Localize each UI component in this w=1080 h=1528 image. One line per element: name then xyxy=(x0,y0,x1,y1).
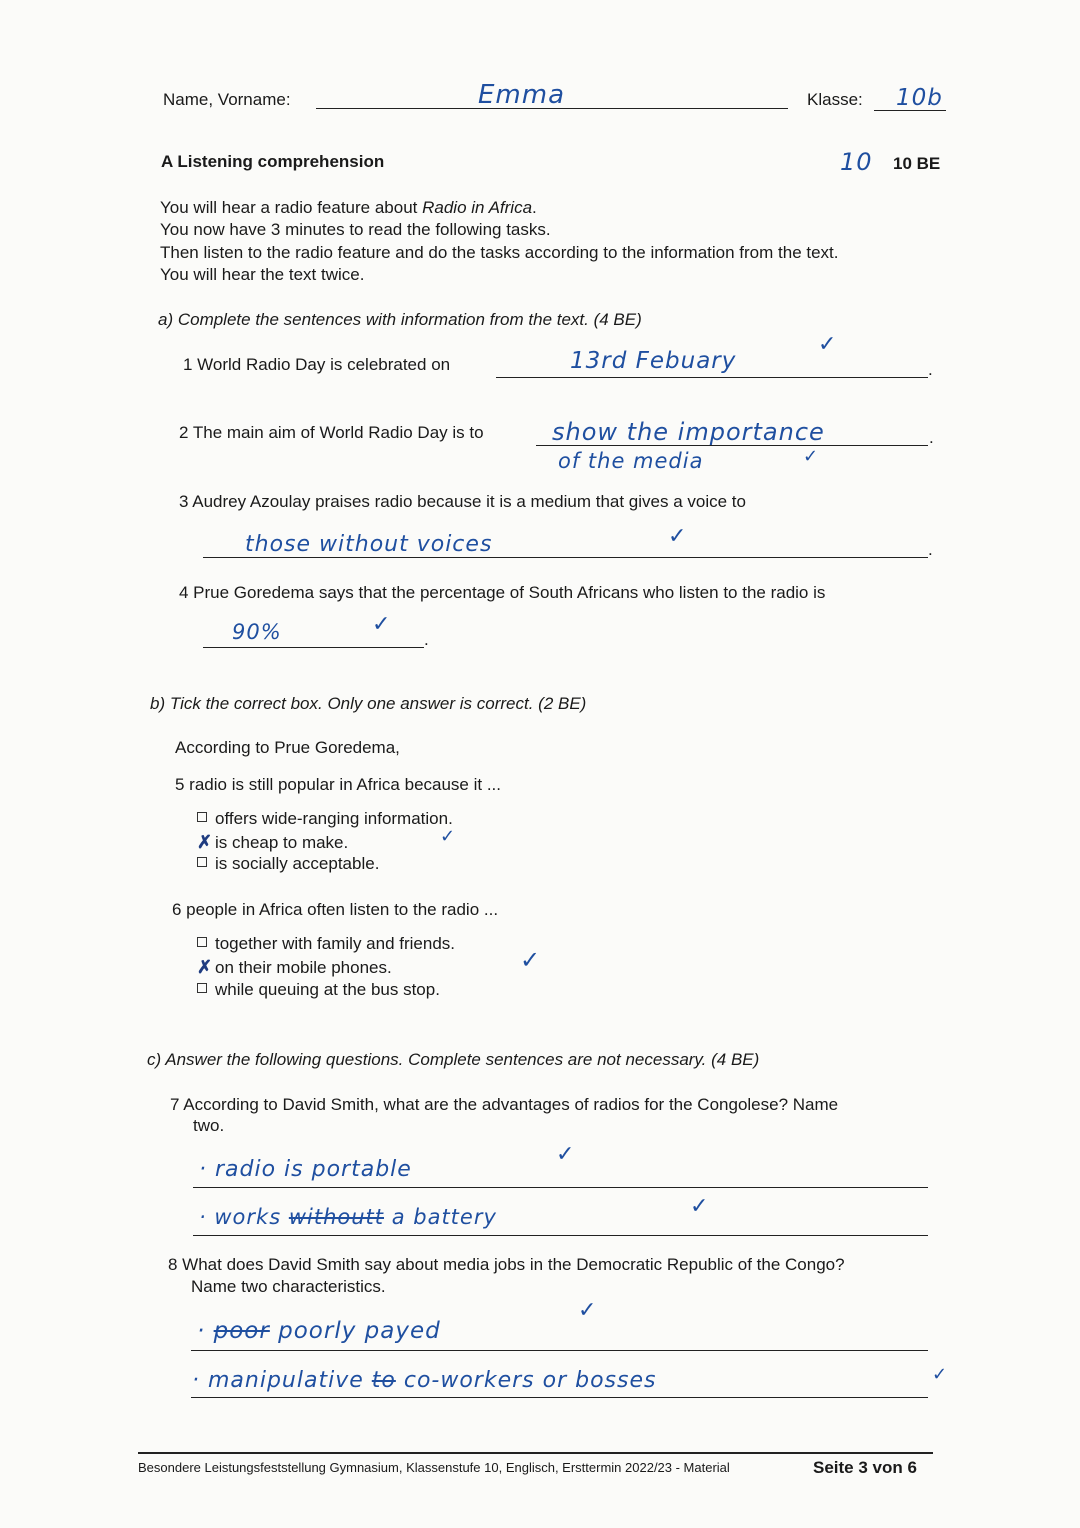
q6-option-1[interactable]: together with family and friends. xyxy=(197,934,455,957)
q6-option-3[interactable]: while queuing at the bus stop. xyxy=(197,980,440,1003)
q4-tick: ✓ xyxy=(372,612,391,637)
q7-tick-1: ✓ xyxy=(556,1142,575,1167)
q1-period: . xyxy=(928,360,933,379)
q3-period: . xyxy=(928,540,933,559)
checkbox[interactable] xyxy=(197,983,207,993)
q8-answer-line-1 xyxy=(191,1350,928,1351)
q4-period: . xyxy=(424,630,429,649)
name-label: Name, Vorname: xyxy=(163,90,291,109)
q8-tick-1: ✓ xyxy=(578,1298,597,1323)
q7-answer-2: · works withoutt a battery xyxy=(199,1205,497,1229)
intro-line-3: Then listen to the radio feature and do the tasks according to the information from the text. xyxy=(160,243,839,262)
q7-tick-2: ✓ xyxy=(690,1194,709,1219)
q5-text: 5 radio is still popular in Africa because it ... xyxy=(175,775,501,794)
intro-line-2: You now have 3 minutes to read the following tasks. xyxy=(160,220,551,239)
part-b-heading: b) Tick the correct box. Only one answer is correct. (2 BE) xyxy=(150,694,587,713)
score-total: 10 BE xyxy=(893,154,941,173)
q5-tick: ✓ xyxy=(440,826,456,847)
checkbox[interactable] xyxy=(197,812,207,822)
q8-line1: 8 What does David Smith say about media jobs in the Democratic Republic of the Congo? xyxy=(168,1255,845,1274)
q5-option-1[interactable]: offers wide-ranging information. xyxy=(197,809,453,832)
q1-text: 1 World Radio Day is celebrated on xyxy=(183,355,451,374)
q8-line2: Name two characteristics. xyxy=(191,1277,386,1296)
q2-tick: ✓ xyxy=(803,446,819,467)
intro-line-4: You will hear the text twice. xyxy=(160,265,365,284)
footer-rule xyxy=(138,1452,933,1454)
q5-option-2[interactable]: ✗ is cheap to make. xyxy=(197,832,349,852)
checkbox[interactable] xyxy=(197,857,207,867)
q2-answer-line2: of the media xyxy=(558,449,704,473)
q3-tick: ✓ xyxy=(668,524,687,549)
q6-tick: ✓ xyxy=(520,946,541,974)
q1-answer-line xyxy=(496,377,928,378)
q1-tick: ✓ xyxy=(818,332,837,357)
q3-text: 3 Audrey Azoulay praises radio because it is a medium that gives a voice to xyxy=(179,492,746,511)
q2-answer-line1: show the importance xyxy=(552,418,825,446)
section-title: A Listening comprehension xyxy=(161,152,385,171)
page-number: Seite 3 von 6 xyxy=(813,1458,917,1477)
footer-text: Besondere Leistungsfeststellung Gymnasium, Klassenstufe 10, Englisch, Ersttermin 2022/23 - Material xyxy=(138,1460,730,1475)
part-c-heading: c) Answer the following questions. Complete sentences are not necessary. (4 BE) xyxy=(147,1050,760,1069)
q6-option-2[interactable]: ✗ on their mobile phones. xyxy=(197,957,392,977)
q4-text: 4 Prue Goredema says that the percentage of South Africans who listen to the radio is xyxy=(179,583,826,602)
intro-line-1: You will hear a radio feature about Radio in Africa. xyxy=(160,198,537,217)
name-value: Emma xyxy=(478,80,566,110)
q4-answer-line xyxy=(203,647,424,648)
q7-line1: 7 According to David Smith, what are the advantages of radios for the Congolese? Name xyxy=(170,1095,839,1114)
q7-answer-1: · radio is portable xyxy=(199,1157,412,1182)
q7-answer-line-1 xyxy=(193,1187,928,1188)
q8-tick-2: ✓ xyxy=(932,1364,948,1385)
q7-answer-line-2 xyxy=(193,1235,928,1236)
q2-text: 2 The main aim of World Radio Day is to xyxy=(179,423,484,442)
class-value: 10b xyxy=(896,85,943,111)
checkbox[interactable] xyxy=(197,937,207,947)
q2-period: . xyxy=(929,428,934,447)
q8-answer-1: · poor poorly payed xyxy=(197,1318,441,1344)
part-b-intro: According to Prue Goredema, xyxy=(175,738,400,757)
checkbox-checked[interactable]: ✗ xyxy=(197,832,213,852)
q1-answer: 13rd Febuary xyxy=(570,348,737,374)
score-awarded: 10 xyxy=(840,148,873,176)
q8-answer-line-2 xyxy=(191,1397,928,1398)
q6-text: 6 people in Africa often listen to the radio ... xyxy=(172,900,499,919)
q7-line2: two. xyxy=(193,1116,225,1135)
class-label: Klasse: xyxy=(807,90,863,109)
q5-option-3[interactable]: is socially acceptable. xyxy=(197,854,379,877)
checkbox-checked[interactable]: ✗ xyxy=(197,957,213,977)
q4-answer: 90% xyxy=(232,620,282,644)
part-a-heading: a) Complete the sentences with information from the text. (4 BE) xyxy=(158,310,642,329)
q3-answer-line xyxy=(203,557,928,558)
q8-answer-2: · manipulative to co-workers or bosses xyxy=(192,1368,657,1393)
q3-answer: those without voices xyxy=(245,532,493,557)
